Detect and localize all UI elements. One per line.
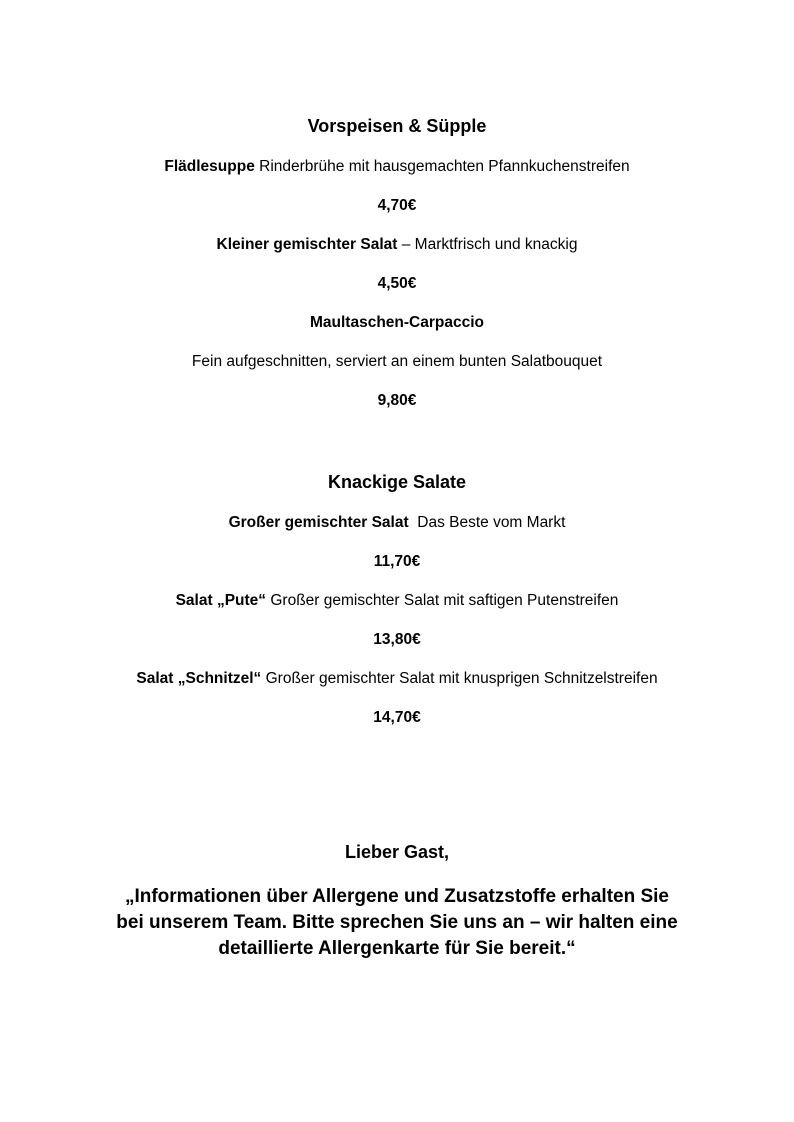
notice-text-line: bei unserem Team. Bitte sprechen Sie uns an – wir halten eine	[116, 912, 678, 933]
notice-title: Lieber Gast,	[344, 842, 450, 862]
item-name: Salat „Schnitzel“	[136, 670, 262, 687]
item-description: – Marktfrisch und knackig	[397, 236, 578, 253]
item-description: Großer gemischter Salat mit knusprigen Schnitzelstreifen	[261, 670, 658, 687]
item-description: Rinderbrühe mit hausgemachten Pfannkuchenstreifen	[254, 158, 630, 175]
item-price: 14,70€	[373, 709, 421, 726]
notice-text-line: detaillierte Allergenkarte für Sie bereit.“	[218, 938, 576, 959]
menu-item	[0, 592, 794, 610]
section-title: Vorspeisen & Süpple	[307, 116, 487, 136]
item-name: Maultaschen-Carpaccio	[310, 314, 484, 331]
menu-item	[0, 314, 794, 332]
item-name: Großer gemischter Salat	[228, 514, 409, 531]
item-price: 4,50€	[377, 275, 417, 292]
menu-item	[0, 236, 794, 254]
section-title: Knackige Salate	[327, 472, 467, 492]
item-price: 11,70€	[373, 553, 421, 570]
item-price: 4,70€	[377, 197, 417, 214]
item-name: Salat „Pute“	[175, 592, 267, 609]
item-description: Fein aufgeschnitten, serviert an einem bunten Salatbouquet	[191, 353, 603, 370]
item-name: Flädlesuppe	[164, 158, 255, 175]
item-description: Das Beste vom Markt	[408, 514, 566, 531]
item-price: 9,80€	[377, 392, 417, 409]
menu-item	[0, 158, 794, 176]
item-description: Großer gemischter Salat mit saftigen Putenstreifen	[266, 592, 619, 609]
notice-text-line: „Informationen über Allergene und Zusatzstoffe erhalten Sie	[124, 886, 670, 907]
item-price: 13,80€	[373, 631, 421, 648]
item-name: Kleiner gemischter Salat	[216, 236, 398, 253]
menu-item	[0, 670, 794, 688]
menu-item	[0, 514, 794, 532]
